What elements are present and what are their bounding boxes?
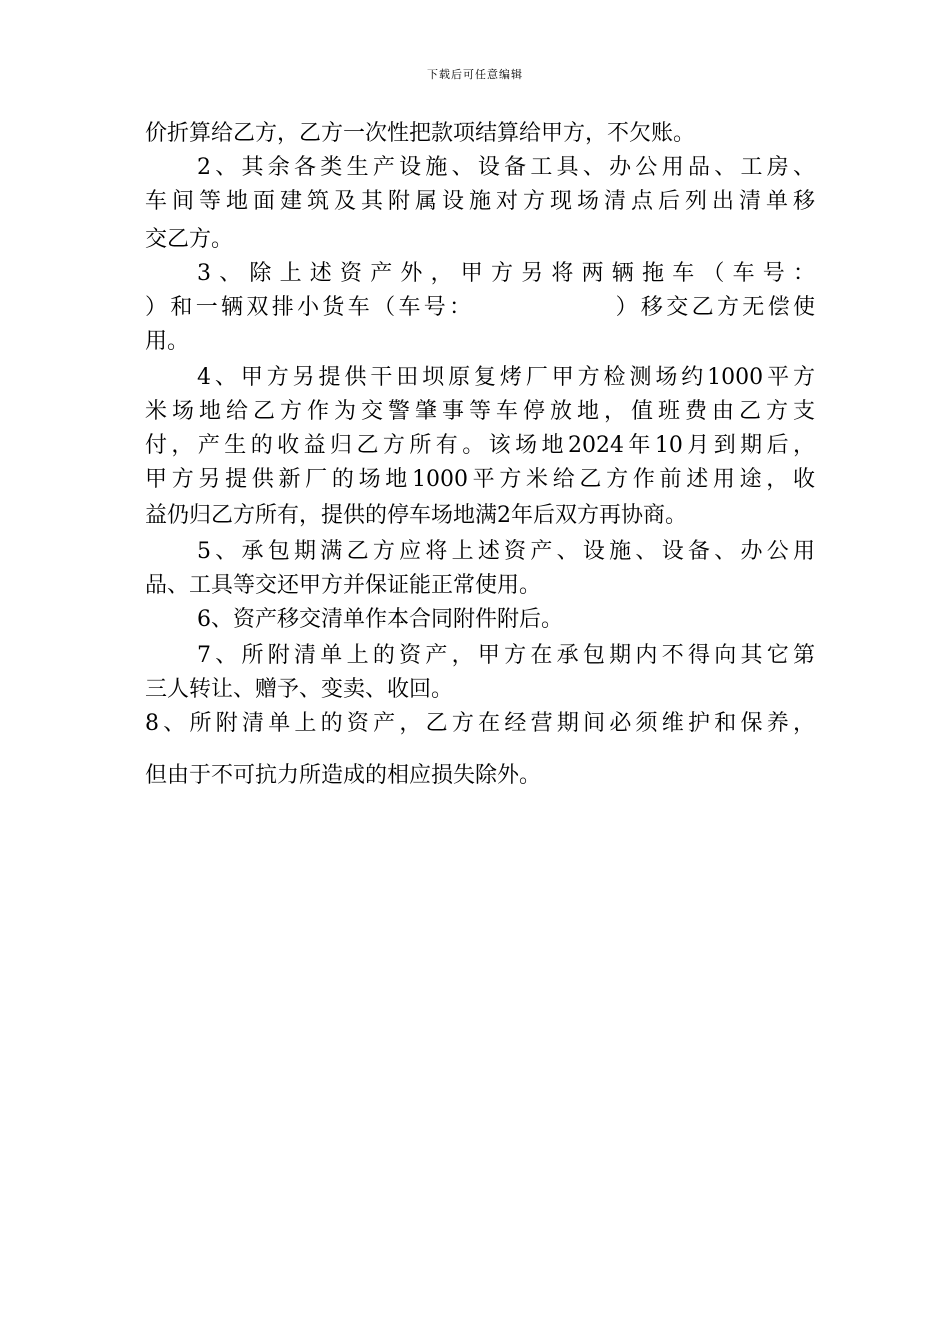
body-line: 品、工具等交还甲方并保证能正常使用。 [145,573,542,598]
body-line: 交乙方。 [145,227,234,252]
body-line: 5、承包期满乙方应将上述资产、设施、设备、办公用 [197,539,815,564]
body-line: 2、其余各类生产设施、设备工具、办公用品、工房、 [197,155,815,180]
body-line: ）和一辆双排小货车（车号： ）移交乙方无偿使 [145,295,815,320]
body-line: 4、甲方另提供干田坝原复烤厂甲方检测场约1000平方 [197,365,815,390]
body-line: 7、所附清单上的资产，甲方在承包期内不得向其它第 [197,643,815,668]
body-line: 三人转让、赠予、变卖、收回。 [145,677,454,702]
body-line: 付，产生的收益归乙方所有。该场地2024年10月到期后， [145,433,815,458]
body-line: 8、所附清单上的资产，乙方在经营期间必须维护和保养， [145,711,815,736]
page-header: 下载后可任意编辑 [427,68,523,81]
body-line: 车间等地面建筑及其附属设施对方现场清点后列出清单移 [145,189,815,214]
body-line: 价折算给乙方，乙方一次性把款项结算给甲方，不欠账。 [145,121,696,146]
body-line: 3、除上述资产外，甲方另将两辆拖车（车号： [197,261,815,286]
body-line: 但由于不可抗力所造成的相应损失除外。 [145,763,542,788]
body-line: 甲方另提供新厂的场地1000平方米给乙方作前述用途，收 [145,467,815,492]
body-line: 益仍归乙方所有，提供的停车场地满2年后双方再协商。 [145,503,687,528]
body-line: 米场地给乙方作为交警肇事等车停放地，值班费由乙方支 [145,399,815,424]
body-line: 6、资产移交清单作本合同附件附后。 [197,607,563,632]
body-line: 用。 [145,329,190,354]
